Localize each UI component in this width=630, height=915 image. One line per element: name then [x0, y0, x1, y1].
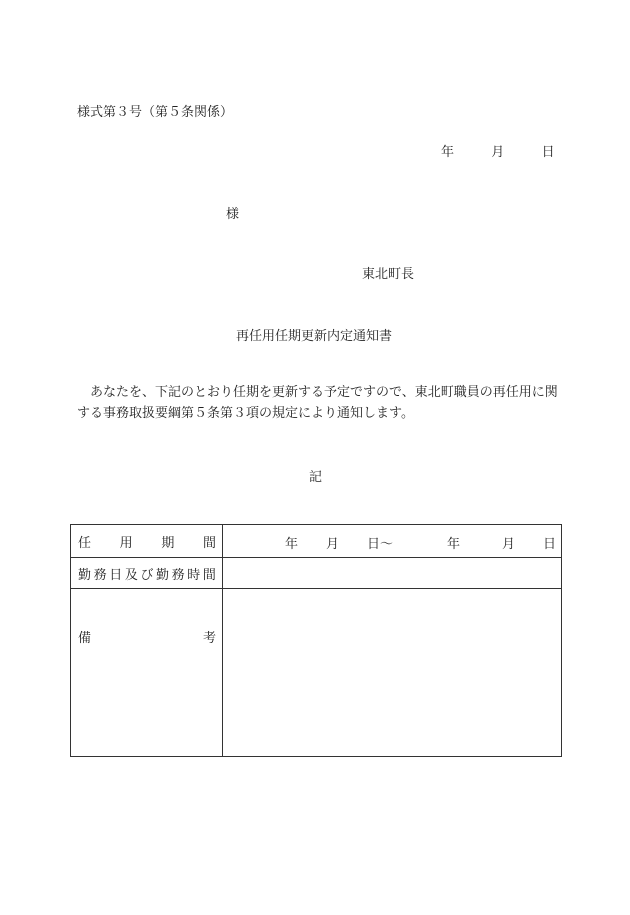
- hours-label-char: 務: [93, 567, 107, 583]
- date-month-label: 月: [491, 145, 505, 160]
- date-line: [441, 141, 555, 160]
- issuer-name: 東北町長: [362, 267, 415, 282]
- period-end-year: 年: [447, 537, 461, 552]
- remarks-value: [223, 589, 562, 757]
- period-value: [223, 525, 562, 558]
- remarks-label: [71, 589, 223, 757]
- period-label-char: 用: [119, 535, 133, 551]
- hours-label-char: 時: [187, 567, 201, 583]
- period-start-day: 日～: [367, 537, 394, 552]
- remarks-label-char: 備: [78, 631, 92, 646]
- detail-table: [70, 524, 562, 757]
- form-number: 様式第３号（第５条関係）: [77, 105, 234, 120]
- ki-heading: 記: [309, 470, 323, 485]
- hours-label-char: 日: [109, 567, 123, 583]
- hours-label: [71, 558, 223, 589]
- period-label-char: 期: [161, 535, 175, 551]
- period-label-char: 間: [202, 535, 216, 551]
- period-start-year: 年: [285, 537, 299, 552]
- hours-label-char: 勤: [156, 567, 170, 583]
- period-start-month: 月: [326, 537, 340, 552]
- hours-label-char: 間: [202, 567, 216, 583]
- remarks-label-char: 考: [202, 631, 216, 646]
- hours-value: [223, 558, 562, 589]
- period-end-month: 月: [502, 537, 516, 552]
- hours-label-char: 及: [124, 567, 138, 583]
- period-end-day: 日: [543, 537, 557, 552]
- table-row-period: [71, 525, 562, 558]
- period-label: [71, 525, 223, 558]
- table-row-remarks: [71, 589, 562, 757]
- document-title: 再任用任期更新内定通知書: [236, 329, 393, 344]
- hours-label-char: 勤: [78, 567, 92, 583]
- recipient-suffix: 様: [226, 207, 240, 222]
- date-day-label: 日: [541, 145, 555, 160]
- table-row-hours: [71, 558, 562, 589]
- date-year-label: 年: [441, 145, 455, 160]
- period-label-char: 任: [78, 535, 92, 551]
- hours-label-char: び: [140, 567, 154, 583]
- hours-label-char: 務: [171, 567, 185, 583]
- body-text: あなたを、下記のとおり任期を更新する予定ですので、東北町職員の再任用に関する事務取扱要綱第５条第３項の規定により通知します。: [77, 385, 558, 421]
